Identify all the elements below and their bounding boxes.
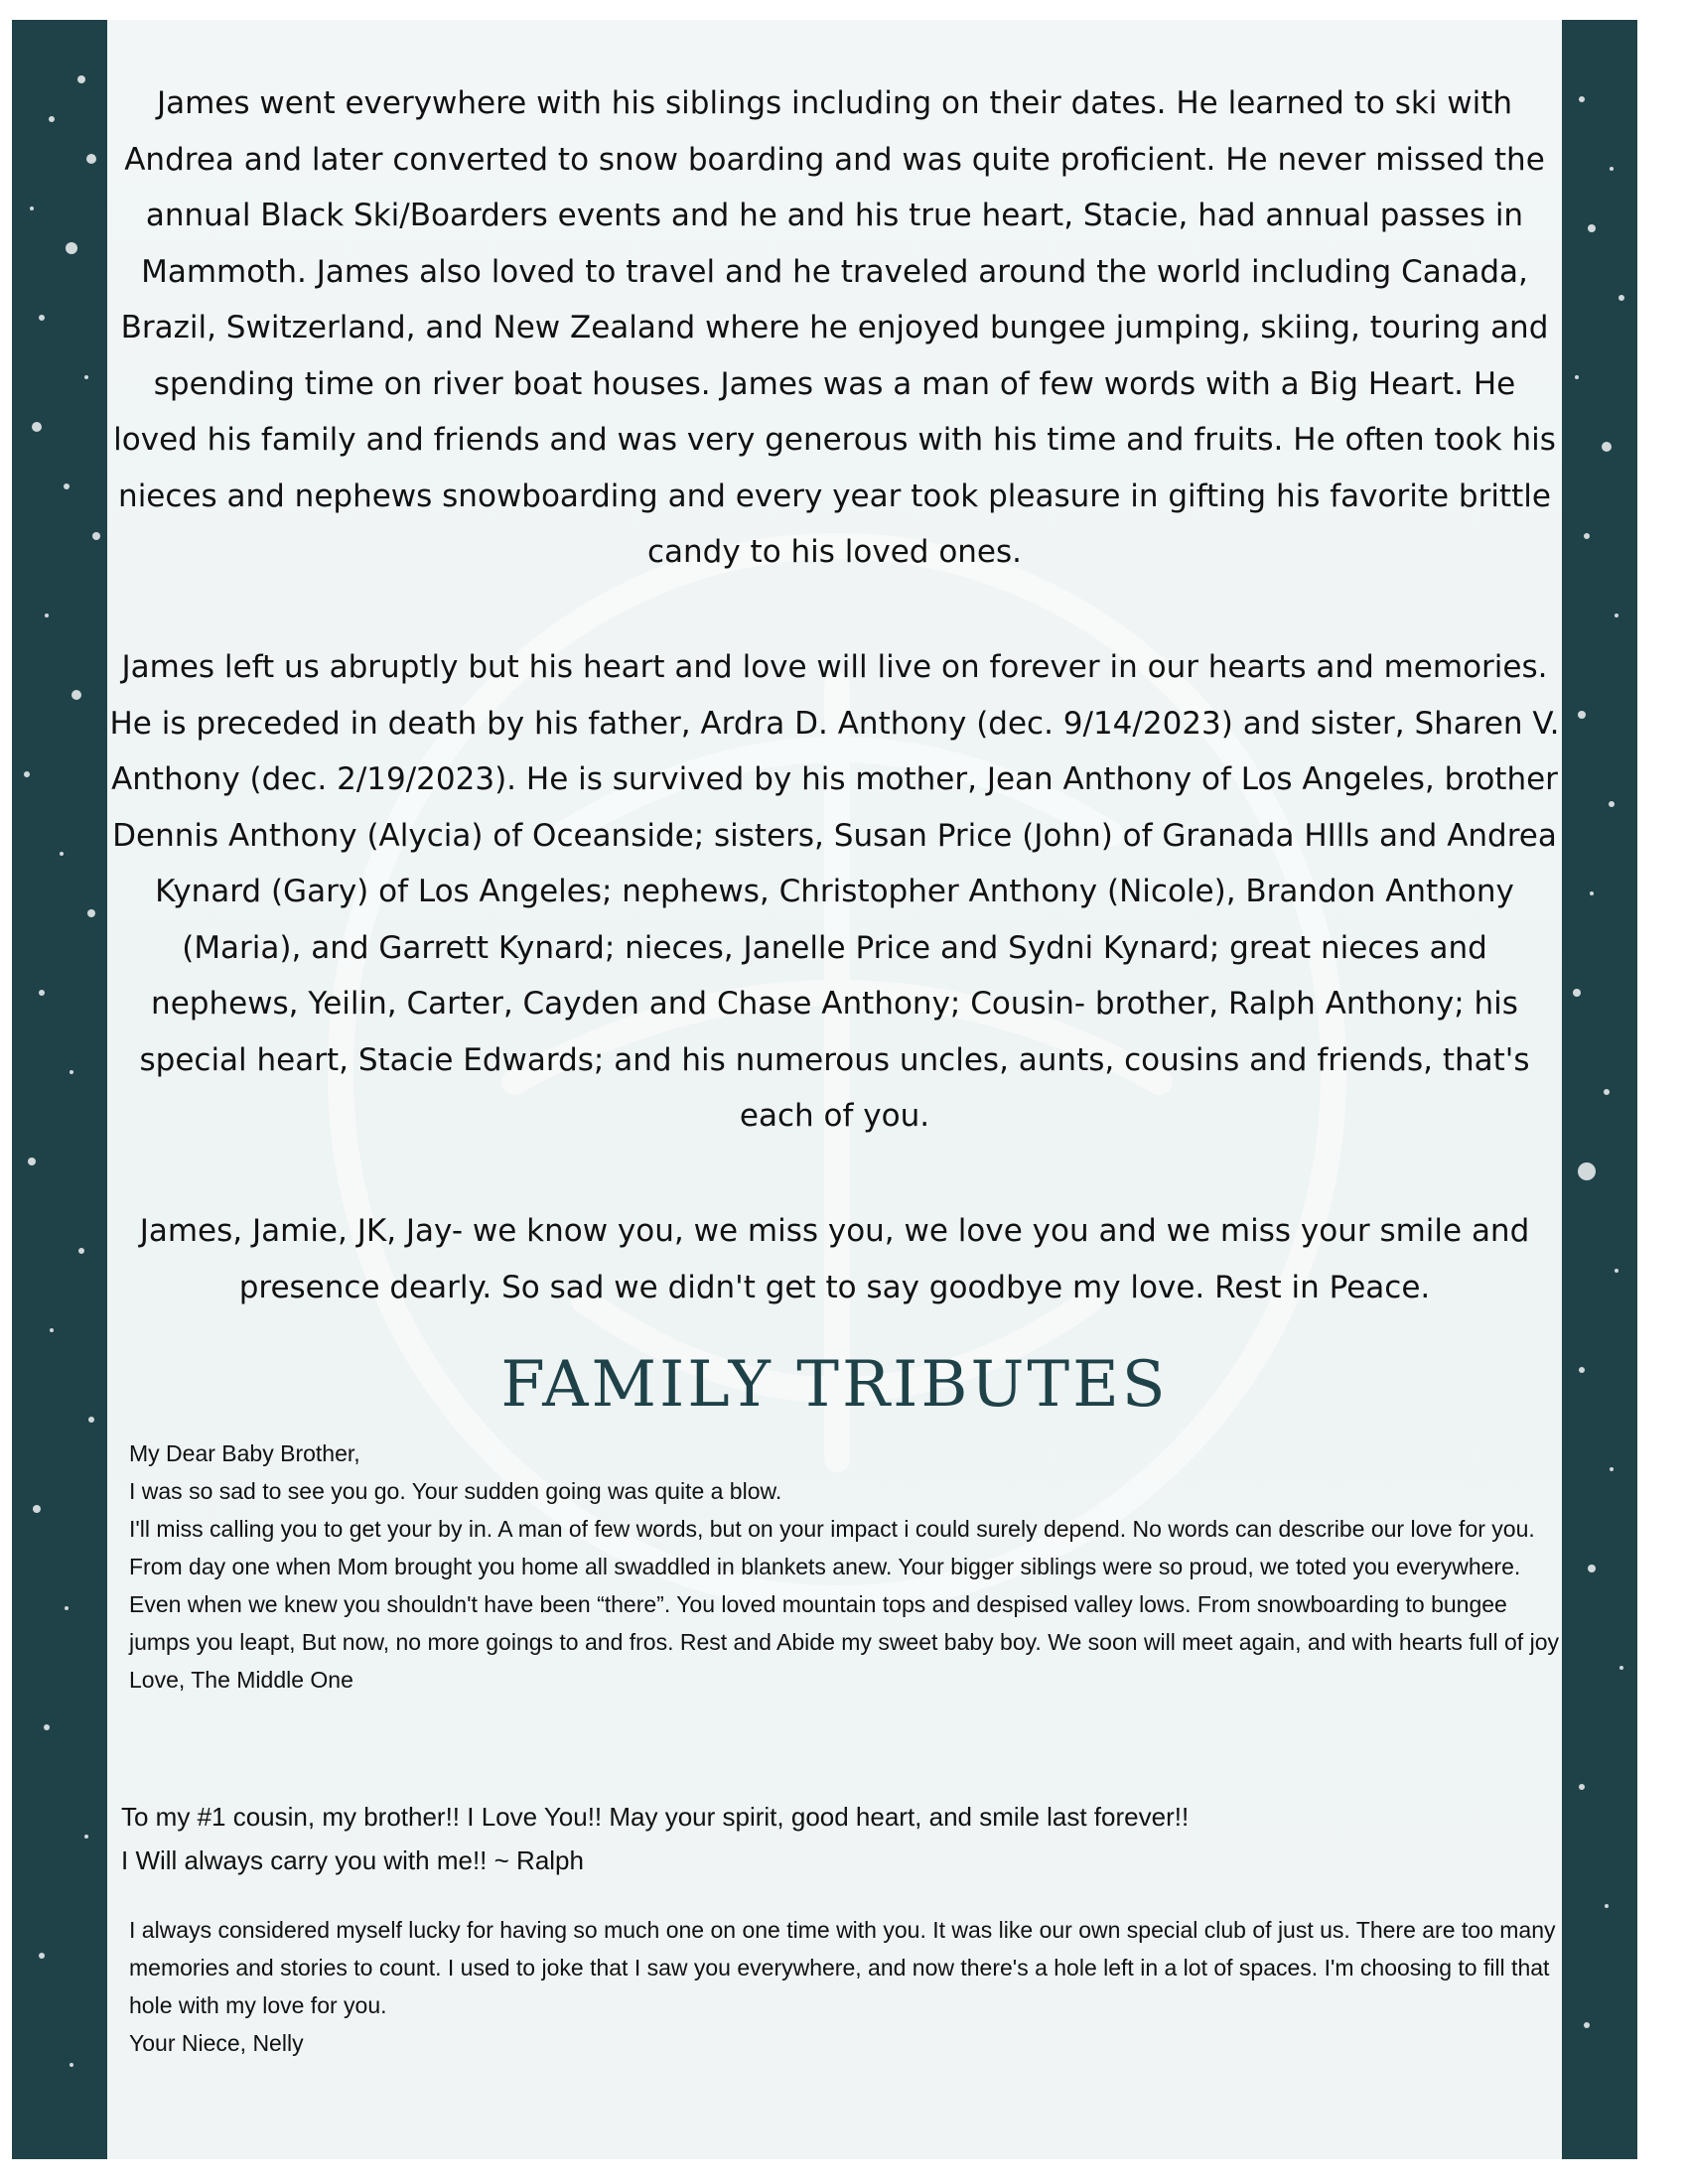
snow-dots-right [1562,20,1637,2159]
tribute-sister [129,1434,1559,1699]
tribute-line: I always considered myself lucky for having so much one on one time with you. It was like our own special club of just us. There are too many memories and stories to count. I used to joke that I saw you everywhere, and now there's a hole left in a lot of spaces. I'm choosing to fill that hole with my love for you. [129,1917,1556,2018]
tribute-signature: Your Niece, Nelly [129,2030,304,2056]
tribute-cousin [121,1795,1551,1882]
tribute-signature: Love, The Middle One [129,1667,353,1693]
obituary-paragraph-life: James went everywhere with his siblings including on their dates. He learned to ski with Andrea and later converted to snow boarding and was quite proficient. He never missed the annual Black Ski/Boarders events and he and his true heart, Stacie, had annual passes in Mammoth. James also loved to travel and he traveled around the world including Canada, Brazil, Switzerland, and New Zealand where he enjoyed bungee jumping, skiing, touring and spending time on river boat houses. James was a man of few words with a Big Heart. He loved his family and friends and was very generous with his time and fruits. He often took his nieces and nephews snowboarding and every year took pleasure in gifting his favorite brittle candy to his loved ones. [113,85,1556,570]
obituary-content [107,20,1562,2159]
right-border-strip [1562,20,1637,2159]
tribute-line: To my #1 cousin, my brother!! I Love You!! May your spirit, good heart, and smile last forever!! [121,1802,1190,1832]
family-tributes-heading: FAMILY TRIBUTES [500,1348,1169,1422]
left-border-strip [12,20,107,2159]
tribute-line: I was so sad to see you go. Your sudden going was quite a blow. [129,1478,782,1504]
obituary-paragraph-farewell: James, Jamie, JK, Jay- we know you, we miss you, we love you and we miss your smile and presence dearly. So sad we didn't get to say goodbye my love. Rest in Peace. [139,1213,1530,1305]
obituary-paragraph-family: James left us abruptly but his heart and love will live on forever in our hearts and memories. He is preceded in death by his father, Ardra D. Anthony (dec. 9/14/2023) and sister, Sharen V. Anthony (dec. 2/19/2023). He is survived by his mother, Jean Anthony of Los Angeles, brother Dennis Anthony (Alycia) of Oceanside; sisters, Susan Price (John) of Granada HIlls and Andrea Kynard (Gary) of Los Angeles; nephews, Christopher Anthony (Nicole), Brandon Anthony (Maria), and Garrett Kynard; nieces, Janelle Price and Sydni Kynard; great nieces and nephews, Yeilin, Carter, Cayden and Chase Anthony; Cousin- brother, Ralph Anthony; his special heart, Stacie Edwards; and his numerous uncles, aunts, cousins and friends, that's each of you. [109,649,1560,1134]
tribute-signature: I Will always carry you with me!! ~ Ralph [121,1845,584,1875]
tribute-line: I'll miss calling you to get your by in. A man of few words, but on your impact i could surely depend. No words can describe our love for you. From day one when Mom brought you home all swaddled in blankets anew. Your bigger siblings were so proud, we toted you everywhere. Even when we knew you shouldn't have been “there”. You loved mountain tops and despised valley lows. From snowboarding to bungee jumps you leapt, But now, no more goings to and fros. Rest and Abide my sweet baby boy. We soon will meet again, and with hearts full of joy [129,1516,1559,1655]
tribute-niece [129,1911,1559,2062]
snow-dots-left [12,20,107,2159]
tribute-line: My Dear Baby Brother, [129,1440,360,1466]
